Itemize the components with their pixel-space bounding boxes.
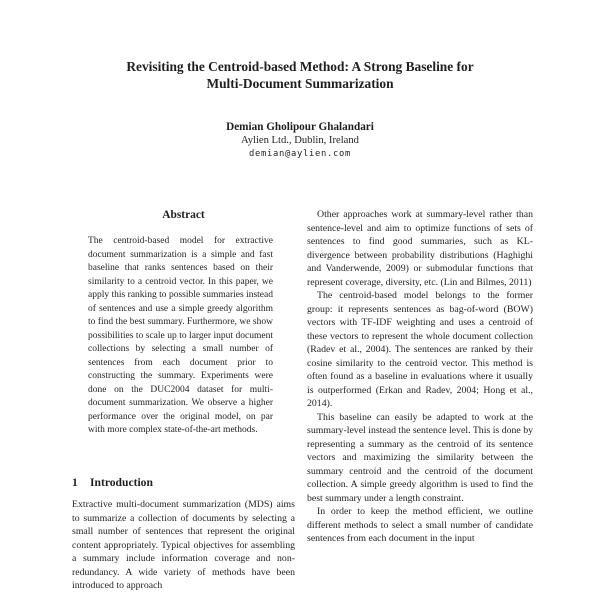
paper-title-line-1: Revisiting the Centroid-based Method: A Strong Baseline for — [126, 59, 474, 74]
paragraph-baseline-adaptation: This baseline can easily be adapted to work at the summary-level instead the sentence level. This is done by representing a summary as the centroid of its sentence vectors and maximizing the similarity between the summary centroid and the centroid of the document collection. A simple greedy algorithm is used to find the best summary under a length constraint. — [307, 411, 533, 504]
paragraph-other-approaches: Other approaches work at summary-level rather than sentence-level and aim to optimize functions of sets of sentences to find good summaries, such as KL-divergence between probability distributions (Haghighi and Vanderwende, 2009) or submodular functions that represent coverage, diversity, etc. (Lin and Bilmes, 2011) — [307, 209, 533, 288]
abstract-body: The centroid-based model for extractive document summarization is a simple and fast baseline that ranks sentences based on their similarity to a centroid vector. In this paper, we apply this ranking to possible summaries instead of sentences and use a simple greedy algorithm to find the best summary. Furthermore, we show possibilities to scale up to larger input document collections by selecting a small number of sentences from each document prior to constructing the summary. Experiments were done on the DUC2004 dataset for multi-document summarization. We observe a higher performance over the original model, on par with more complex state-of-the-art methods. — [88, 236, 273, 435]
paragraph-method-efficiency: In order to keep the method efficient, we outline different methods to select a small number of candidate sentences from each document in the input — [307, 506, 533, 544]
paragraph-centroid-model: The centroid-based model belongs to the former group: it represents sentences as bag-of-word (BOW) vectors with TF-IDF weighting and uses a centroid of these vectors to represent the whole document collection (Radev et al., 2004). The sentences are ranked by their cosine similarity to the centroid vector. This method is often found as a baseline in evaluations where it usually is outperformed (Erkan and Radev, 2004; Hong et al., 2014). — [307, 290, 533, 409]
author-affiliation: Aylien Ltd., Dublin, Ireland — [241, 135, 359, 146]
paper-title — [0, 59, 600, 92]
abstract-section — [72, 209, 295, 438]
author-email: demian@aylien.com — [249, 148, 351, 159]
author-block — [0, 120, 600, 161]
paper-title-line-2: Multi-Document Summarization — [206, 75, 394, 91]
section-number: 1 — [72, 476, 78, 489]
section-heading-introduction — [72, 476, 295, 489]
abstract-heading: Abstract — [162, 209, 205, 221]
intro-paragraph: Extractive multi-document summarization (MDS) aims to summarize a collection of documents by selecting a small number of sentences that represent the original content appropriately. Typical objectives for assembling a summary include information coverage and non-redundancy. A wide variety of methods have been introduced to approach — [72, 499, 295, 591]
author-name: Demian Gholipour Ghalandari — [226, 121, 374, 133]
right-column — [307, 208, 533, 546]
section-title: Introduction — [90, 476, 153, 489]
